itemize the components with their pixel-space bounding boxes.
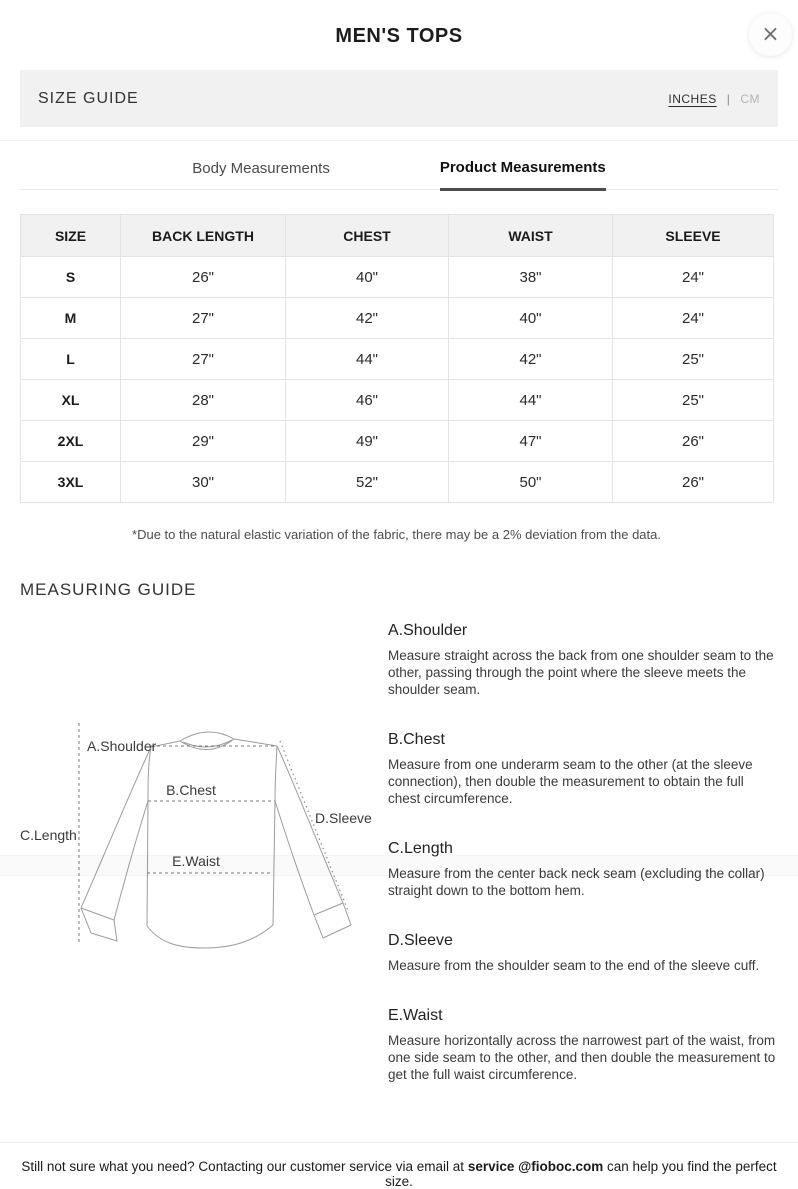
guide-body: Measure from the center back neck seam (excluding the collar) straight down to the bottom hem.	[388, 866, 765, 898]
table-cell: 2XL	[21, 421, 121, 462]
table-cell: 26"	[121, 257, 286, 298]
unit-separator: |	[726, 91, 731, 106]
table-cell: 27"	[121, 298, 286, 339]
table-row	[21, 298, 774, 339]
table-cell: 46"	[286, 380, 449, 421]
table-cell: 24"	[613, 298, 774, 339]
table-cell: 47"	[449, 421, 613, 462]
size-guide-bar	[20, 70, 778, 127]
column-header-back-length: BACK LENGTH	[121, 215, 286, 257]
table-row	[21, 462, 774, 503]
guide-body: Measure straight across the back from one shoulder seam to the other, passing through the point where the sleeve meets the shoulder seam.	[388, 648, 774, 697]
column-header-size: SIZE	[21, 215, 121, 257]
guide-heading: E.Waist	[388, 1007, 443, 1024]
column-header-chest: CHEST	[286, 215, 449, 257]
table-cell: 25"	[613, 380, 774, 421]
column-header-sleeve: SLEEVE	[613, 215, 774, 257]
measuring-guide-title: MEASURING GUIDE	[20, 580, 197, 599]
table-cell: 26"	[613, 421, 774, 462]
table-header-row	[21, 215, 774, 257]
close-icon: ×	[761, 21, 780, 47]
table-cell: 38"	[449, 257, 613, 298]
guide-section-shoulder	[388, 622, 778, 698]
table-row	[21, 421, 774, 462]
table-cell: 52"	[286, 462, 449, 503]
size-table	[20, 214, 774, 503]
tab-body-measurements[interactable]: Body Measurements	[192, 141, 330, 189]
guide-heading: A.Shoulder	[388, 622, 468, 639]
table-cell: 42"	[286, 298, 449, 339]
table-row	[21, 339, 774, 380]
shirt-diagram-icon	[20, 620, 382, 965]
diagram-label-sleeve: D.Sleeve	[315, 810, 372, 826]
table-cell: 44"	[286, 339, 449, 380]
guide-heading: C.Length	[388, 840, 453, 857]
table-cell: 49"	[286, 421, 449, 462]
close-button[interactable]	[749, 13, 792, 56]
size-guide-label: SIZE GUIDE	[38, 89, 139, 107]
page-title: MEN'S TOPS	[335, 25, 463, 47]
unit-toggle	[668, 92, 760, 106]
table-row	[21, 257, 774, 298]
column-header-waist: WAIST	[449, 215, 613, 257]
table-cell: 30"	[121, 462, 286, 503]
table-cell: 25"	[613, 339, 774, 380]
support-email: service @fioboc.com	[467, 1159, 604, 1174]
table-cell: 50"	[449, 462, 613, 503]
table-cell: L	[21, 339, 121, 380]
measuring-guide-text	[388, 620, 778, 1116]
table-cell: 42"	[449, 339, 613, 380]
shirt-diagram	[20, 620, 382, 1116]
footer-help-text	[0, 1142, 798, 1189]
unit-cm-button[interactable]: CM	[740, 91, 760, 106]
measurement-tabs	[20, 141, 778, 190]
footer-suffix: can help you find the perfect size.	[385, 1159, 777, 1189]
diagram-label-length: C.Length	[20, 827, 77, 843]
guide-body: Measure from one underarm seam to the other (at the sleeve connection), then double the measurement to obtain the full chest circumference.	[388, 757, 753, 806]
unit-inches-button[interactable]: INCHES	[668, 91, 717, 106]
deviation-note: *Due to the natural elastic variation of the fabric, there may be a 2% deviation from the data.	[132, 527, 661, 542]
diagram-label-shoulder: A.Shoulder	[87, 738, 157, 754]
guide-heading: B.Chest	[388, 731, 445, 748]
tab-product-measurements[interactable]: Product Measurements	[440, 141, 606, 191]
table-cell: 28"	[121, 380, 286, 421]
table-cell: S	[21, 257, 121, 298]
guide-section-sleeve	[388, 932, 778, 974]
table-cell: 40"	[449, 298, 613, 339]
table-cell: 24"	[613, 257, 774, 298]
table-cell: 44"	[449, 380, 613, 421]
table-row	[21, 380, 774, 421]
modal-header	[0, 0, 798, 70]
table-cell: 3XL	[21, 462, 121, 503]
guide-section-length	[388, 840, 778, 899]
table-cell: 40"	[286, 257, 449, 298]
table-cell: 27"	[121, 339, 286, 380]
footer-prefix: Still not sure what you need? Contacting our customer service via email at	[21, 1159, 468, 1174]
table-cell: XL	[21, 380, 121, 421]
guide-body: Measure from the shoulder seam to the end of the sleeve cuff.	[388, 958, 760, 973]
table-cell: M	[21, 298, 121, 339]
table-cell: 26"	[613, 462, 774, 503]
measuring-guide	[20, 620, 778, 1116]
diagram-label-chest: B.Chest	[166, 782, 216, 798]
guide-section-chest	[388, 731, 778, 807]
table-cell: 29"	[121, 421, 286, 462]
guide-heading: D.Sleeve	[388, 932, 453, 949]
guide-section-waist	[388, 1007, 778, 1083]
diagram-label-waist: E.Waist	[172, 853, 220, 869]
guide-body: Measure horizontally across the narrowest part of the waist, from one side seam to the other, and then double the measurement to get the full waist circumference.	[388, 1033, 776, 1082]
